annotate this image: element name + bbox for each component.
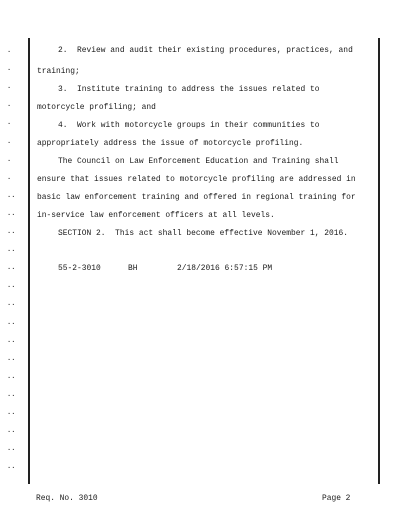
page-number: Page 2 [322,494,351,503]
margin-mark: .. [7,264,16,273]
text-line: The Council on Law Enforcement Education and Training shall [58,157,339,166]
margin-mark: .. [7,354,16,363]
text-line: motorcycle profiling; and [37,103,156,112]
text-line: training; [37,67,80,76]
stamp-code: 55-2-3010 [58,264,101,273]
margin-mark: . [7,137,12,146]
margin-mark: .. [7,282,16,291]
margin-mark: . [7,119,12,128]
margin-mark: . [7,65,12,74]
text-line: 2. Review and audit their existing procedures, practices, and [58,46,353,55]
margin-mark: .. [7,336,16,345]
margin-mark: .. [7,390,16,399]
margin-mark: .. [7,409,16,417]
margin-mark: .. [7,228,16,236]
margin-mark: .. [7,372,16,381]
stamp-datetime: 2/18/2016 6:57:15 PM [177,264,273,273]
margin-mark: .. [7,318,16,327]
margin-mark: .. [7,191,16,200]
margin-mark: .. [7,300,16,309]
margin-mark: .. [7,463,16,472]
text-line: SECTION 2. This act shall become effective November 1, 2016. [58,229,349,238]
stamp-initials: BH [128,264,138,273]
text-line: 4. Work with motorcycle groups in their communities to [58,121,320,130]
margin-mark: . [7,47,12,55]
margin-mark: . [7,173,12,182]
text-line: in-service law enforcement officers at all levels. [37,211,275,220]
request-number: Req. No. 3010 [36,494,98,503]
margin-mark: . [7,83,12,92]
margin-mark: .. [7,246,16,255]
text-line: 3. Institute training to address the issues related to [58,85,320,94]
margin-mark: . [7,155,12,164]
margin-mark: .. [7,209,16,218]
margin-mark: .. [7,427,16,436]
margin-mark: . [7,101,12,110]
text-line: basic law enforcement training and offered in regional training for [37,193,356,202]
margin-mark: .. [7,445,16,454]
text-line: appropriately address the issue of motorcycle profiling. [37,139,304,148]
right-margin-rule [378,38,380,484]
left-margin-rule [28,38,30,484]
text-line: ensure that issues related to motorcycle profiling are addressed in [37,175,356,184]
